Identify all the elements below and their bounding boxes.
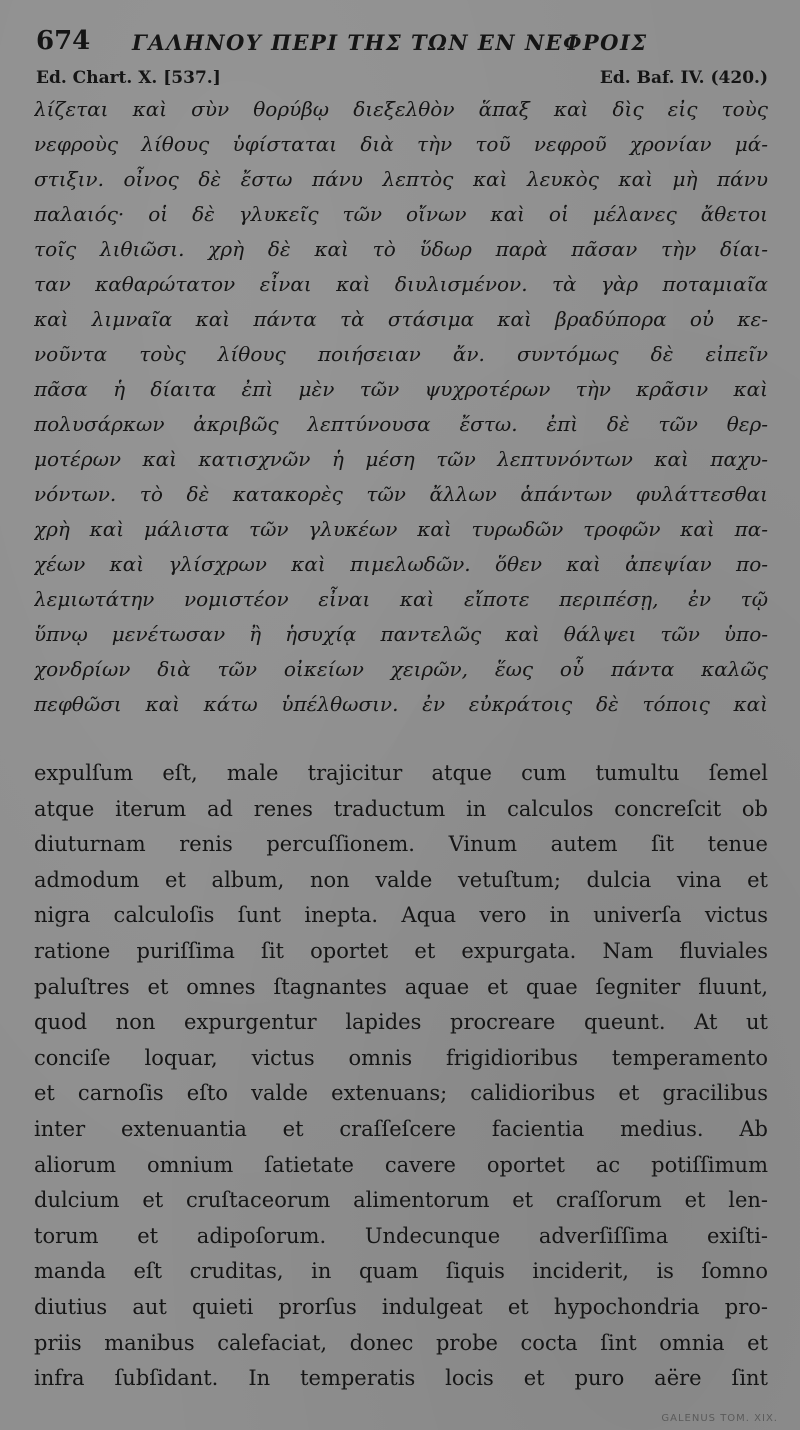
greek-text-line: νόντων. τὸ δὲ κατακορὲς τῶν ἄλλων ἁπάντων φυλάττεσθαι xyxy=(34,482,768,506)
greek-text-line: νεφροὺς λίθους ὑφίσταται διὰ τὴν τοῦ νεφροῦ χρονίαν μά- xyxy=(34,132,768,156)
latin-text-line: paluſtres et omnes ſtagnantes aquae et quae ſegniter fluunt, xyxy=(34,974,768,999)
page-header xyxy=(36,26,766,66)
latin-text-line: expulſum eſt, male trajicitur atque cum tumultu ſemel xyxy=(34,761,768,785)
signature-mark: GALENUS TOM. XIX. xyxy=(661,1413,778,1424)
latin-text-line: torum et adipoſorum. Undecunque adverſiſſima exiſti- xyxy=(34,1223,768,1248)
latin-text-line: manda eſt cruditas, in quam ſiquis inciderit, is ſomno xyxy=(34,1259,768,1284)
greek-text-line: ὕπνῳ μενέτωσαν ἢ ἡσυχίᾳ παντελῶς καὶ θάλψει τῶν ὑπο- xyxy=(34,622,768,646)
latin-text-line: conciſe loquar, victus omnis frigidioribus temperamento xyxy=(34,1045,768,1070)
greek-text-line: λεμιωτάτην νομιστέον εἶναι καὶ εἴποτε περιπέσῃ, ἐν τῷ xyxy=(34,587,768,611)
greek-text-line: παλαιός· οἱ δὲ γλυκεῖς τῶν οἴνων καὶ οἱ μέλανες ἄθετοι xyxy=(34,202,768,226)
greek-text-line: στιξιν. οἶνος δὲ ἔστω πάνυ λεπτὸς καὶ λευκὸς καὶ μὴ πάνυ xyxy=(34,167,768,191)
latin-text-line: admodum et album, non valde vetuſtum; dulcia vina et xyxy=(34,867,768,892)
greek-text-line: πεφθῶσι καὶ κάτω ὑπέλθωσιν. ἐν εὐκράτοις δὲ τόποις καὶ xyxy=(34,692,768,716)
latin-text-line: dulcium et cruſtaceorum alimentorum et craſſorum et len- xyxy=(34,1188,768,1213)
greek-text-line: νοῦντα τοὺς λίθους ποιήσειαν ἄν. συντόμως δὲ εἰπεῖν xyxy=(34,342,768,366)
greek-text-line: λίζεται καὶ σὺν θορύβῳ διεξελθὸν ἅπαξ καὶ δὶς εἰς τοὺς xyxy=(34,97,768,121)
latin-text-line: infra ſubſidant. In temperatis locis et puro aëre ſint xyxy=(34,1366,768,1391)
latin-text-line: et carnoſis eſto valde extenuans; calidioribus et gracilibus xyxy=(34,1081,768,1106)
latin-text-block xyxy=(34,756,768,1397)
edition-chartier: Ed. Chart. X. [537.] xyxy=(36,68,221,88)
greek-text-line: χρὴ καὶ μάλιστα τῶν γλυκέων καὶ τυρωδῶν τροφῶν καὶ πα- xyxy=(34,517,768,541)
greek-text-line: μοτέρων καὶ κατισχνῶν ἡ μέση τῶν λεπτυνόντων καὶ παχυ- xyxy=(34,447,768,471)
greek-text-line: πολυσάρκων ἀκριβῶς λεπτύνουσα ἔστω. ἐπὶ δὲ τῶν θερ- xyxy=(34,412,768,436)
latin-text-line: aliorum omnium ſatietate cavere oportet ac potiſſimum xyxy=(34,1152,768,1177)
page-number: 674 xyxy=(36,26,91,56)
latin-text-line: atque iterum ad renes traductum in calculos concreſcit ob xyxy=(34,796,768,821)
edition-basel: Ed. Baf. IV. (420.) xyxy=(599,68,768,88)
latin-text-line: inter extenuantia et craſſeſcere facientia medius. Ab xyxy=(34,1116,768,1141)
edition-references xyxy=(36,68,768,92)
latin-text-line: diutius aut quieti prorſus indulgeat et hypochondria pro- xyxy=(34,1294,768,1319)
running-title: ΓΑΛΗΝΟΥ ΠΕΡΙ ΤΗΣ ΤΩΝ ΕΝ ΝΕΦΡΟΙΣ xyxy=(132,30,648,55)
latin-text-line: priis manibus calefaciat, donec probe cocta ſint omnia et xyxy=(34,1330,768,1355)
greek-text-line: καὶ λιμναῖα καὶ πάντα τὰ στάσιμα καὶ βραδύπορα οὐ κε- xyxy=(34,307,768,331)
greek-text-line: ταν καθαρώτατον εἶναι καὶ διυλισμένον. τὰ γὰρ ποταμιαῖα xyxy=(34,272,768,296)
latin-text-line: diuturnam renis percuſſionem. Vinum autem ſit tenue xyxy=(34,832,768,857)
greek-text-line: πᾶσα ἡ δίαιτα ἐπὶ μὲν τῶν ψυχροτέρων τὴν κρᾶσιν καὶ xyxy=(34,377,768,401)
latin-text-line: ratione puriſſima ſit oportet et expurgata. Nam fluviales xyxy=(34,938,768,963)
greek-text-block xyxy=(34,92,768,722)
greek-text-line: χέων καὶ γλίσχρων καὶ πιμελωδῶν. ὅθεν καὶ ἀπεψίαν πο- xyxy=(34,552,768,576)
greek-text-line: τοῖς λιθιῶσι. χρὴ δὲ καὶ τὸ ὕδωρ παρὰ πᾶσαν τὴν δίαι- xyxy=(34,237,768,261)
latin-text-line: nigra calculoſis ſunt inepta. Aqua vero in univerſa victus xyxy=(34,903,768,928)
latin-text-line: quod non expurgentur lapides procreare queunt. At ut xyxy=(34,1010,768,1035)
greek-text-line: χονδρίων διὰ τῶν οἰκείων χειρῶν, ἕως οὗ πάντα καλῶς xyxy=(34,657,768,681)
